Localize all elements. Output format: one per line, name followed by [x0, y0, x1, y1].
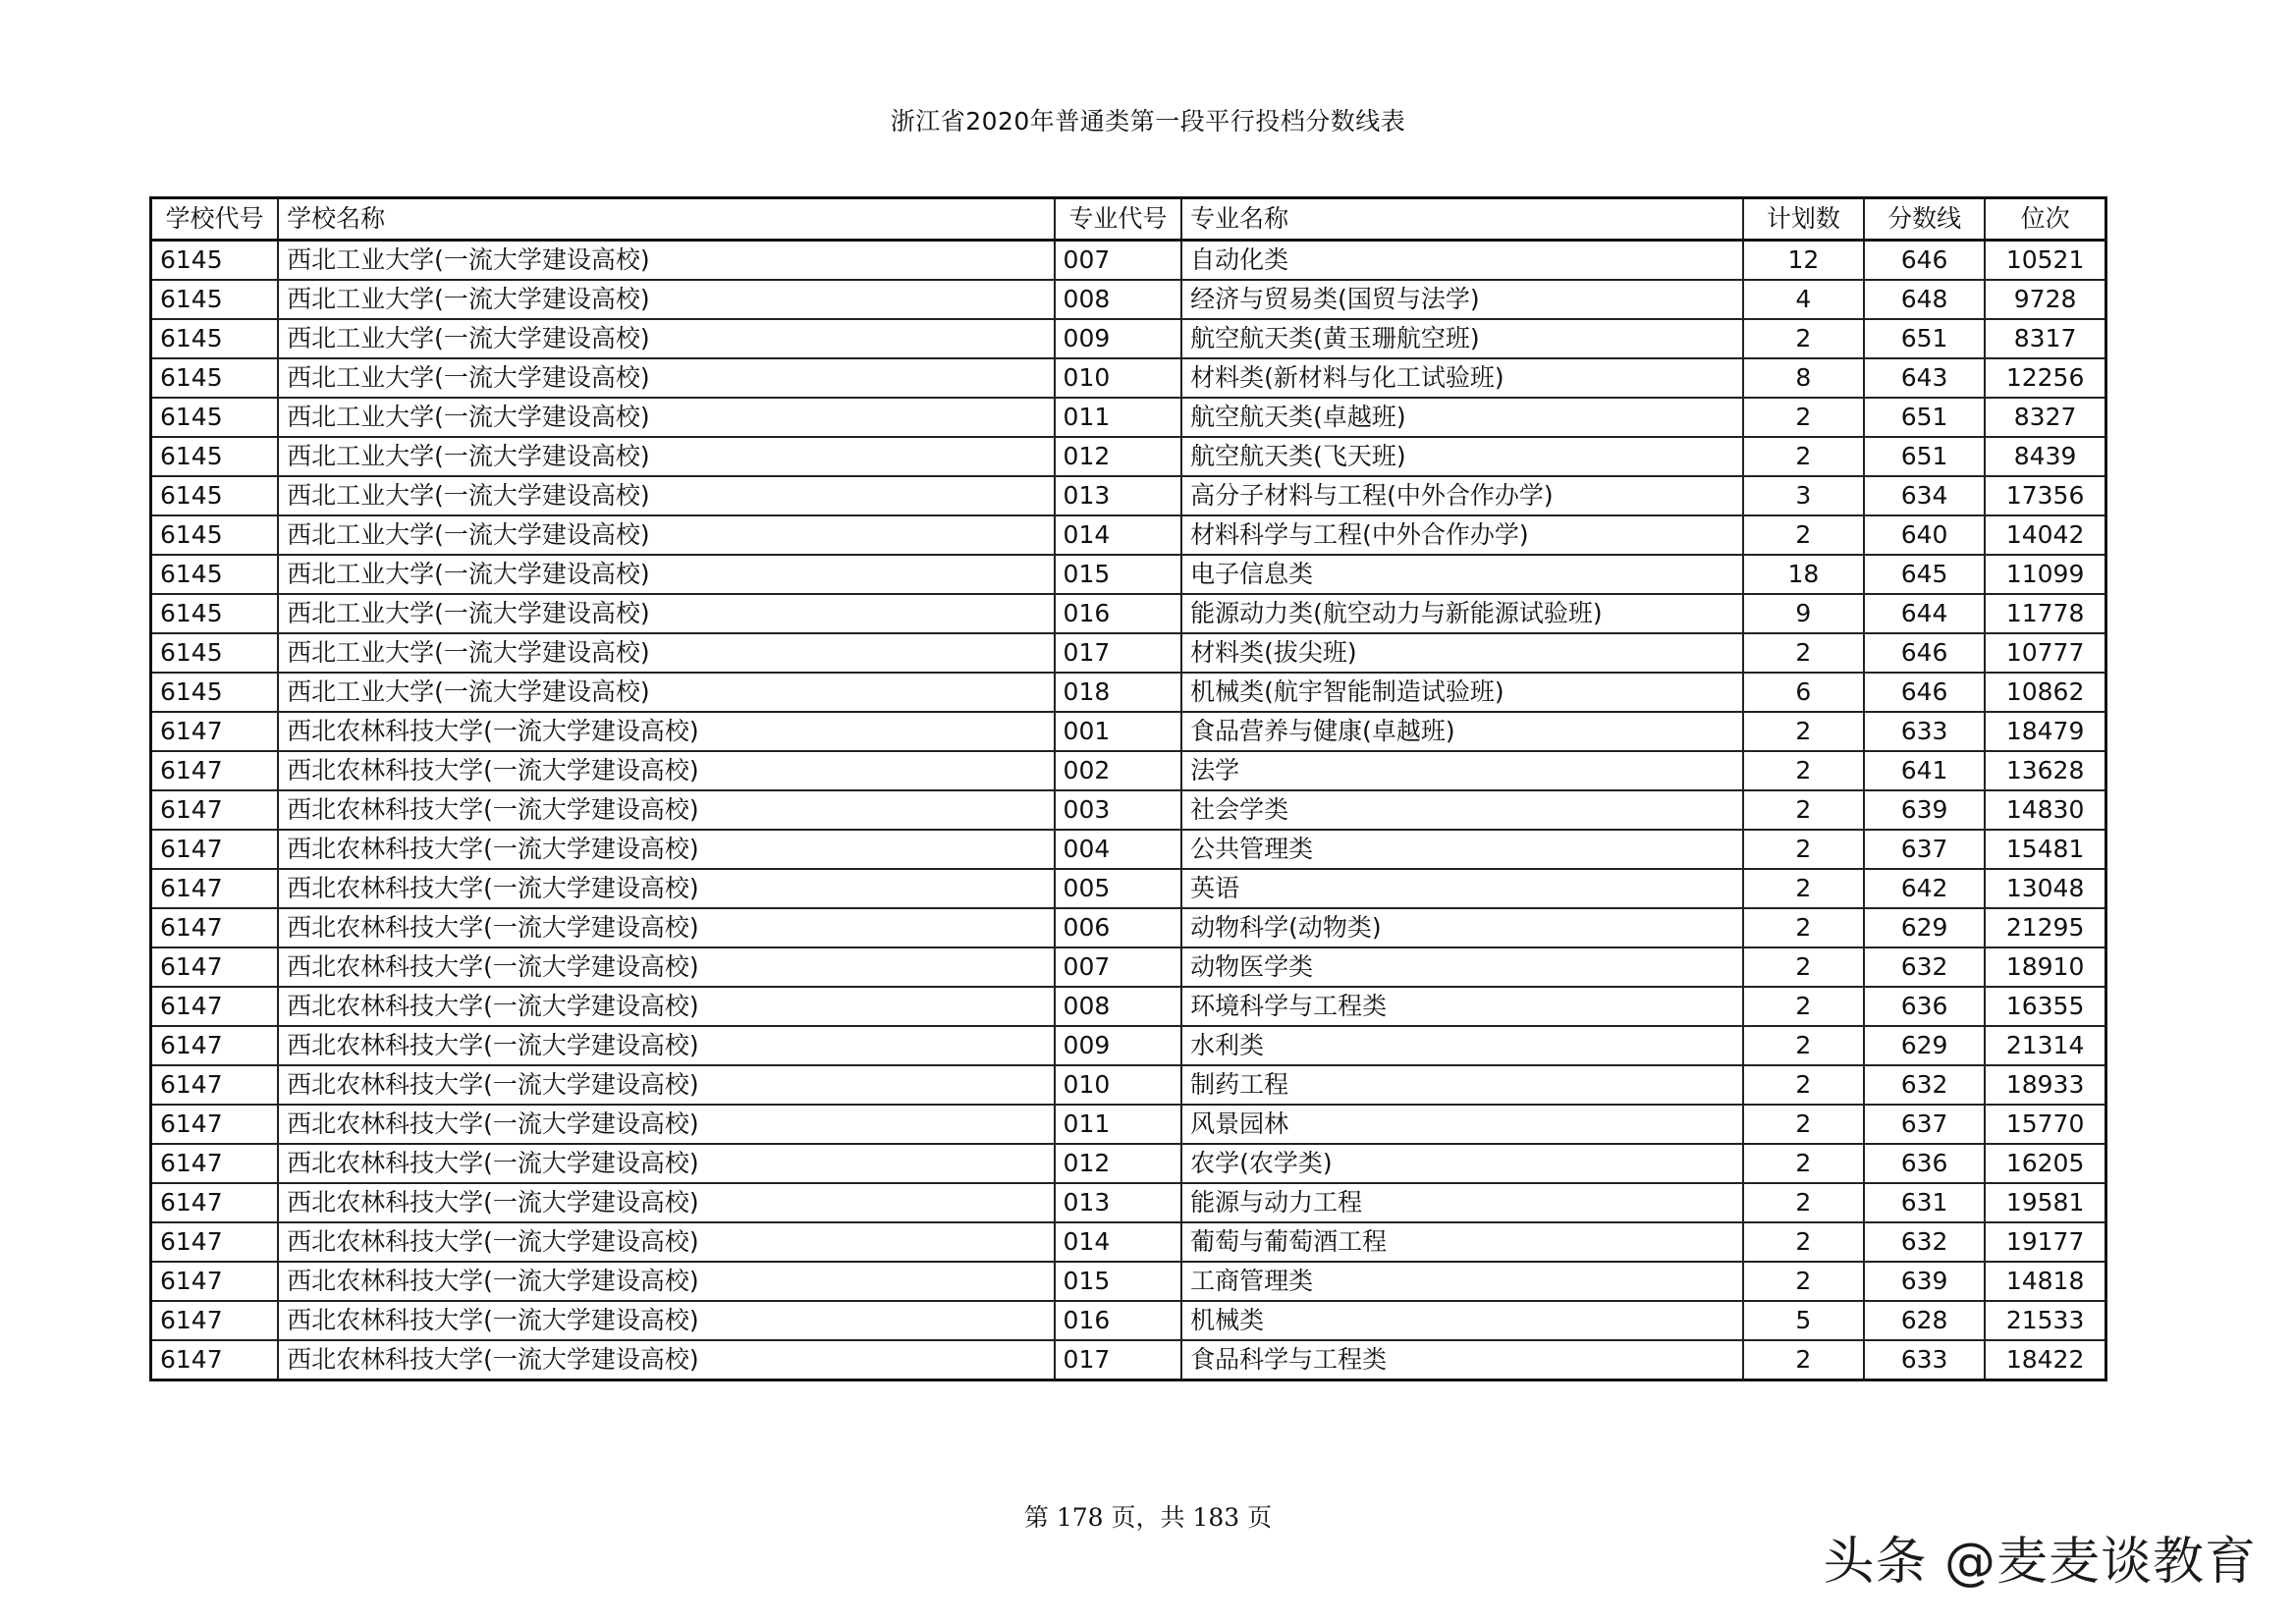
cell-score-line: 643	[1864, 358, 1985, 398]
cell-school-name: 西北工业大学(一流大学建设高校)	[278, 241, 1054, 281]
cell-school-name: 西北农林科技大学(一流大学建设高校)	[278, 1183, 1054, 1222]
cell-score-line: 640	[1864, 515, 1985, 555]
cell-rank: 14830	[1985, 790, 2105, 830]
cell-school-code: 6147	[151, 947, 279, 987]
table-row	[151, 673, 2106, 712]
table-row	[151, 594, 2106, 633]
table-row	[151, 1262, 2106, 1301]
cell-major-name: 英语	[1181, 869, 1743, 908]
cell-plan-count: 2	[1743, 1183, 1864, 1222]
cell-school-code: 6145	[151, 280, 279, 319]
cell-score-line: 651	[1864, 398, 1985, 437]
cell-score-line: 646	[1864, 673, 1985, 712]
cell-major-name: 动物医学类	[1181, 947, 1743, 987]
cell-score-line: 651	[1864, 319, 1985, 358]
cell-score-line: 646	[1864, 633, 1985, 673]
cell-plan-count: 6	[1743, 673, 1864, 712]
cell-school-code: 6147	[151, 1340, 279, 1380]
table-row	[151, 398, 2106, 437]
header-rank: 位次	[1985, 198, 2105, 241]
cell-major-code: 017	[1055, 1340, 1182, 1380]
cell-school-code: 6147	[151, 790, 279, 830]
cell-major-name: 能源动力类(航空动力与新能源试验班)	[1181, 594, 1743, 633]
cell-major-code: 017	[1055, 633, 1182, 673]
cell-major-code: 008	[1055, 987, 1182, 1026]
cell-rank: 15770	[1985, 1105, 2105, 1144]
cell-rank: 8317	[1985, 319, 2105, 358]
cell-major-code: 013	[1055, 476, 1182, 515]
cell-plan-count: 2	[1743, 908, 1864, 947]
cell-rank: 14818	[1985, 1262, 2105, 1301]
cell-rank: 19581	[1985, 1183, 2105, 1222]
cell-plan-count: 2	[1743, 987, 1864, 1026]
cell-plan-count: 2	[1743, 1340, 1864, 1380]
cell-score-line: 637	[1864, 1105, 1985, 1144]
table-row	[151, 1105, 2106, 1144]
cell-school-code: 6145	[151, 319, 279, 358]
cell-plan-count: 12	[1743, 241, 1864, 281]
table-row	[151, 790, 2106, 830]
cell-score-line: 644	[1864, 594, 1985, 633]
cell-school-name: 西北农林科技大学(一流大学建设高校)	[278, 1340, 1054, 1380]
cell-score-line: 632	[1864, 947, 1985, 987]
cell-school-code: 6147	[151, 869, 279, 908]
cell-score-line: 648	[1864, 280, 1985, 319]
cell-plan-count: 4	[1743, 280, 1864, 319]
cell-school-code: 6145	[151, 437, 279, 476]
cell-major-name: 工商管理类	[1181, 1262, 1743, 1301]
header-major-name: 专业名称	[1181, 198, 1743, 241]
cell-major-code: 016	[1055, 594, 1182, 633]
table-body	[151, 241, 2106, 1380]
cell-score-line: 629	[1864, 1026, 1985, 1065]
cell-school-name: 西北工业大学(一流大学建设高校)	[278, 673, 1054, 712]
table-row	[151, 947, 2106, 987]
cell-plan-count: 2	[1743, 437, 1864, 476]
cell-major-name: 航空航天类(飞天班)	[1181, 437, 1743, 476]
cell-rank: 11099	[1985, 555, 2105, 594]
cell-school-name: 西北农林科技大学(一流大学建设高校)	[278, 987, 1054, 1026]
cell-rank: 17356	[1985, 476, 2105, 515]
cell-major-name: 动物科学(动物类)	[1181, 908, 1743, 947]
cell-major-name: 公共管理类	[1181, 830, 1743, 869]
watermark: 头条 @麦麦谈教育	[1823, 1533, 2257, 1592]
table-row	[151, 1340, 2106, 1380]
cell-score-line: 632	[1864, 1065, 1985, 1105]
table-row	[151, 1222, 2106, 1262]
table-row	[151, 751, 2106, 790]
cell-major-code: 012	[1055, 437, 1182, 476]
cell-major-name: 风景园林	[1181, 1105, 1743, 1144]
cell-plan-count: 3	[1743, 476, 1864, 515]
cell-major-name: 电子信息类	[1181, 555, 1743, 594]
table-row	[151, 241, 2106, 281]
cell-school-name: 西北农林科技大学(一流大学建设高校)	[278, 947, 1054, 987]
cell-school-code: 6145	[151, 555, 279, 594]
cell-major-code: 001	[1055, 712, 1182, 751]
cell-rank: 8327	[1985, 398, 2105, 437]
cell-school-name: 西北农林科技大学(一流大学建设高校)	[278, 1026, 1054, 1065]
cell-school-name: 西北工业大学(一流大学建设高校)	[278, 437, 1054, 476]
cell-score-line: 641	[1864, 751, 1985, 790]
cell-plan-count: 2	[1743, 869, 1864, 908]
cell-major-name: 高分子材料与工程(中外合作办学)	[1181, 476, 1743, 515]
cell-major-name: 能源与动力工程	[1181, 1183, 1743, 1222]
cell-major-code: 002	[1055, 751, 1182, 790]
cell-score-line: 632	[1864, 1222, 1985, 1262]
cell-major-code: 013	[1055, 1183, 1182, 1222]
table-row	[151, 1183, 2106, 1222]
table-row	[151, 987, 2106, 1026]
table-row	[151, 555, 2106, 594]
header-school-name: 学校名称	[278, 198, 1054, 241]
cell-score-line: 633	[1864, 1340, 1985, 1380]
page-footer: 第 178 页，共 183 页	[1023, 1503, 1273, 1532]
cell-school-code: 6147	[151, 1301, 279, 1340]
cell-score-line: 633	[1864, 712, 1985, 751]
cell-school-name: 西北工业大学(一流大学建设高校)	[278, 555, 1054, 594]
cell-plan-count: 2	[1743, 319, 1864, 358]
cell-school-name: 西北农林科技大学(一流大学建设高校)	[278, 1262, 1054, 1301]
cell-major-name: 食品科学与工程类	[1181, 1340, 1743, 1380]
cell-school-name: 西北农林科技大学(一流大学建设高校)	[278, 712, 1054, 751]
cell-score-line: 637	[1864, 830, 1985, 869]
cell-rank: 18933	[1985, 1065, 2105, 1105]
cell-school-name: 西北工业大学(一流大学建设高校)	[278, 476, 1054, 515]
table-row	[151, 1026, 2106, 1065]
cell-plan-count: 2	[1743, 515, 1864, 555]
table-row	[151, 515, 2106, 555]
cell-rank: 21295	[1985, 908, 2105, 947]
cell-plan-count: 2	[1743, 790, 1864, 830]
cell-major-code: 014	[1055, 1222, 1182, 1262]
cell-rank: 21533	[1985, 1301, 2105, 1340]
cell-score-line: 636	[1864, 987, 1985, 1026]
cell-plan-count: 2	[1743, 1222, 1864, 1262]
page-title: 浙江省2020年普通类第一段平行投档分数线表	[890, 107, 1406, 135]
cell-score-line: 628	[1864, 1301, 1985, 1340]
cell-major-name: 机械类(航宇智能制造试验班)	[1181, 673, 1743, 712]
cell-school-name: 西北工业大学(一流大学建设高校)	[278, 594, 1054, 633]
cell-school-code: 6147	[151, 1026, 279, 1065]
cell-rank: 10521	[1985, 241, 2105, 281]
cell-major-code: 011	[1055, 1105, 1182, 1144]
cell-school-name: 西北工业大学(一流大学建设高校)	[278, 633, 1054, 673]
cell-rank: 21314	[1985, 1026, 2105, 1065]
cell-rank: 19177	[1985, 1222, 2105, 1262]
table-header-row	[151, 198, 2106, 241]
cell-rank: 10777	[1985, 633, 2105, 673]
cell-school-name: 西北农林科技大学(一流大学建设高校)	[278, 908, 1054, 947]
cell-school-code: 6147	[151, 712, 279, 751]
header-score-line: 分数线	[1864, 198, 1985, 241]
cell-school-name: 西北农林科技大学(一流大学建设高校)	[278, 1222, 1054, 1262]
cell-school-code: 6147	[151, 1065, 279, 1105]
cell-major-name: 航空航天类(卓越班)	[1181, 398, 1743, 437]
cell-rank: 9728	[1985, 280, 2105, 319]
cell-major-name: 自动化类	[1181, 241, 1743, 281]
cell-rank: 16355	[1985, 987, 2105, 1026]
cell-school-code: 6145	[151, 476, 279, 515]
cell-major-name: 机械类	[1181, 1301, 1743, 1340]
cell-rank: 18910	[1985, 947, 2105, 987]
cell-school-name: 西北农林科技大学(一流大学建设高校)	[278, 1301, 1054, 1340]
cell-major-name: 葡萄与葡萄酒工程	[1181, 1222, 1743, 1262]
table-row	[151, 712, 2106, 751]
cell-major-code: 005	[1055, 869, 1182, 908]
cell-plan-count: 18	[1743, 555, 1864, 594]
cell-school-name: 西北农林科技大学(一流大学建设高校)	[278, 830, 1054, 869]
cell-school-code: 6147	[151, 1144, 279, 1183]
table-row	[151, 280, 2106, 319]
cell-score-line: 634	[1864, 476, 1985, 515]
cell-rank: 14042	[1985, 515, 2105, 555]
cell-school-code: 6145	[151, 673, 279, 712]
cell-school-name: 西北工业大学(一流大学建设高校)	[278, 358, 1054, 398]
table-row	[151, 319, 2106, 358]
cell-major-code: 012	[1055, 1144, 1182, 1183]
cell-score-line: 639	[1864, 1262, 1985, 1301]
cell-rank: 11778	[1985, 594, 2105, 633]
cell-major-name: 法学	[1181, 751, 1743, 790]
cell-major-code: 006	[1055, 908, 1182, 947]
cell-major-code: 007	[1055, 947, 1182, 987]
cell-score-line: 646	[1864, 241, 1985, 281]
cell-school-code: 6147	[151, 830, 279, 869]
cell-major-name: 水利类	[1181, 1026, 1743, 1065]
cell-plan-count: 2	[1743, 947, 1864, 987]
cell-school-code: 6145	[151, 594, 279, 633]
cell-rank: 16205	[1985, 1144, 2105, 1183]
cell-school-name: 西北农林科技大学(一流大学建设高校)	[278, 1105, 1054, 1144]
cell-major-code: 015	[1055, 555, 1182, 594]
cell-major-name: 制药工程	[1181, 1065, 1743, 1105]
cell-rank: 13628	[1985, 751, 2105, 790]
cell-major-code: 007	[1055, 241, 1182, 281]
header-plan-count: 计划数	[1743, 198, 1864, 241]
cell-plan-count: 2	[1743, 830, 1864, 869]
cell-major-code: 003	[1055, 790, 1182, 830]
cell-plan-count: 2	[1743, 398, 1864, 437]
cell-major-name: 环境科学与工程类	[1181, 987, 1743, 1026]
cell-major-code: 008	[1055, 280, 1182, 319]
cell-major-name: 经济与贸易类(国贸与法学)	[1181, 280, 1743, 319]
header-major-code: 专业代号	[1055, 198, 1182, 241]
cell-major-code: 009	[1055, 1026, 1182, 1065]
cell-school-name: 西北工业大学(一流大学建设高校)	[278, 319, 1054, 358]
cell-plan-count: 2	[1743, 712, 1864, 751]
score-table	[149, 196, 2107, 1381]
cell-rank: 18479	[1985, 712, 2105, 751]
cell-school-name: 西北工业大学(一流大学建设高校)	[278, 280, 1054, 319]
cell-score-line: 639	[1864, 790, 1985, 830]
cell-school-code: 6147	[151, 751, 279, 790]
cell-school-name: 西北工业大学(一流大学建设高校)	[278, 398, 1054, 437]
table-row	[151, 633, 2106, 673]
table-row	[151, 437, 2106, 476]
cell-school-code: 6147	[151, 1183, 279, 1222]
table-row	[151, 358, 2106, 398]
cell-school-code: 6147	[151, 908, 279, 947]
cell-school-name: 西北农林科技大学(一流大学建设高校)	[278, 1144, 1054, 1183]
cell-plan-count: 8	[1743, 358, 1864, 398]
cell-plan-count: 2	[1743, 633, 1864, 673]
cell-score-line: 629	[1864, 908, 1985, 947]
cell-major-code: 016	[1055, 1301, 1182, 1340]
cell-score-line: 651	[1864, 437, 1985, 476]
cell-score-line: 631	[1864, 1183, 1985, 1222]
cell-plan-count: 2	[1743, 1144, 1864, 1183]
cell-major-name: 材料类(拔尖班)	[1181, 633, 1743, 673]
table-row	[151, 908, 2106, 947]
cell-school-name: 西北工业大学(一流大学建设高校)	[278, 515, 1054, 555]
cell-school-code: 6147	[151, 1222, 279, 1262]
cell-school-name: 西北农林科技大学(一流大学建设高校)	[278, 1065, 1054, 1105]
cell-major-name: 社会学类	[1181, 790, 1743, 830]
cell-major-code: 010	[1055, 1065, 1182, 1105]
cell-major-code: 011	[1055, 398, 1182, 437]
cell-school-code: 6145	[151, 398, 279, 437]
cell-major-name: 农学(农学类)	[1181, 1144, 1743, 1183]
cell-plan-count: 9	[1743, 594, 1864, 633]
table-row	[151, 476, 2106, 515]
table-row	[151, 830, 2106, 869]
cell-plan-count: 2	[1743, 1065, 1864, 1105]
cell-major-name: 航空航天类(黄玉珊航空班)	[1181, 319, 1743, 358]
cell-rank: 18422	[1985, 1340, 2105, 1380]
table-row	[151, 869, 2106, 908]
cell-score-line: 645	[1864, 555, 1985, 594]
cell-school-name: 西北农林科技大学(一流大学建设高校)	[278, 869, 1054, 908]
table-row	[151, 1144, 2106, 1183]
cell-school-name: 西北农林科技大学(一流大学建设高校)	[278, 790, 1054, 830]
cell-major-code: 004	[1055, 830, 1182, 869]
cell-rank: 15481	[1985, 830, 2105, 869]
cell-major-code: 009	[1055, 319, 1182, 358]
cell-major-name: 材料科学与工程(中外合作办学)	[1181, 515, 1743, 555]
table-row	[151, 1301, 2106, 1340]
cell-rank: 8439	[1985, 437, 2105, 476]
cell-score-line: 642	[1864, 869, 1985, 908]
header-school-code: 学校代号	[151, 198, 279, 241]
table-row	[151, 1065, 2106, 1105]
cell-plan-count: 2	[1743, 751, 1864, 790]
cell-plan-count: 5	[1743, 1301, 1864, 1340]
cell-school-code: 6145	[151, 515, 279, 555]
cell-major-code: 014	[1055, 515, 1182, 555]
cell-school-code: 6145	[151, 633, 279, 673]
cell-plan-count: 2	[1743, 1262, 1864, 1301]
cell-rank: 12256	[1985, 358, 2105, 398]
cell-school-name: 西北农林科技大学(一流大学建设高校)	[278, 751, 1054, 790]
cell-school-code: 6145	[151, 241, 279, 281]
cell-score-line: 636	[1864, 1144, 1985, 1183]
cell-major-code: 015	[1055, 1262, 1182, 1301]
cell-major-code: 018	[1055, 673, 1182, 712]
cell-school-code: 6145	[151, 358, 279, 398]
cell-major-name: 材料类(新材料与化工试验班)	[1181, 358, 1743, 398]
cell-school-code: 6147	[151, 1262, 279, 1301]
cell-major-name: 食品营养与健康(卓越班)	[1181, 712, 1743, 751]
cell-major-code: 010	[1055, 358, 1182, 398]
cell-plan-count: 2	[1743, 1105, 1864, 1144]
cell-school-code: 6147	[151, 1105, 279, 1144]
cell-rank: 10862	[1985, 673, 2105, 712]
cell-school-code: 6147	[151, 987, 279, 1026]
cell-rank: 13048	[1985, 869, 2105, 908]
cell-plan-count: 2	[1743, 1026, 1864, 1065]
